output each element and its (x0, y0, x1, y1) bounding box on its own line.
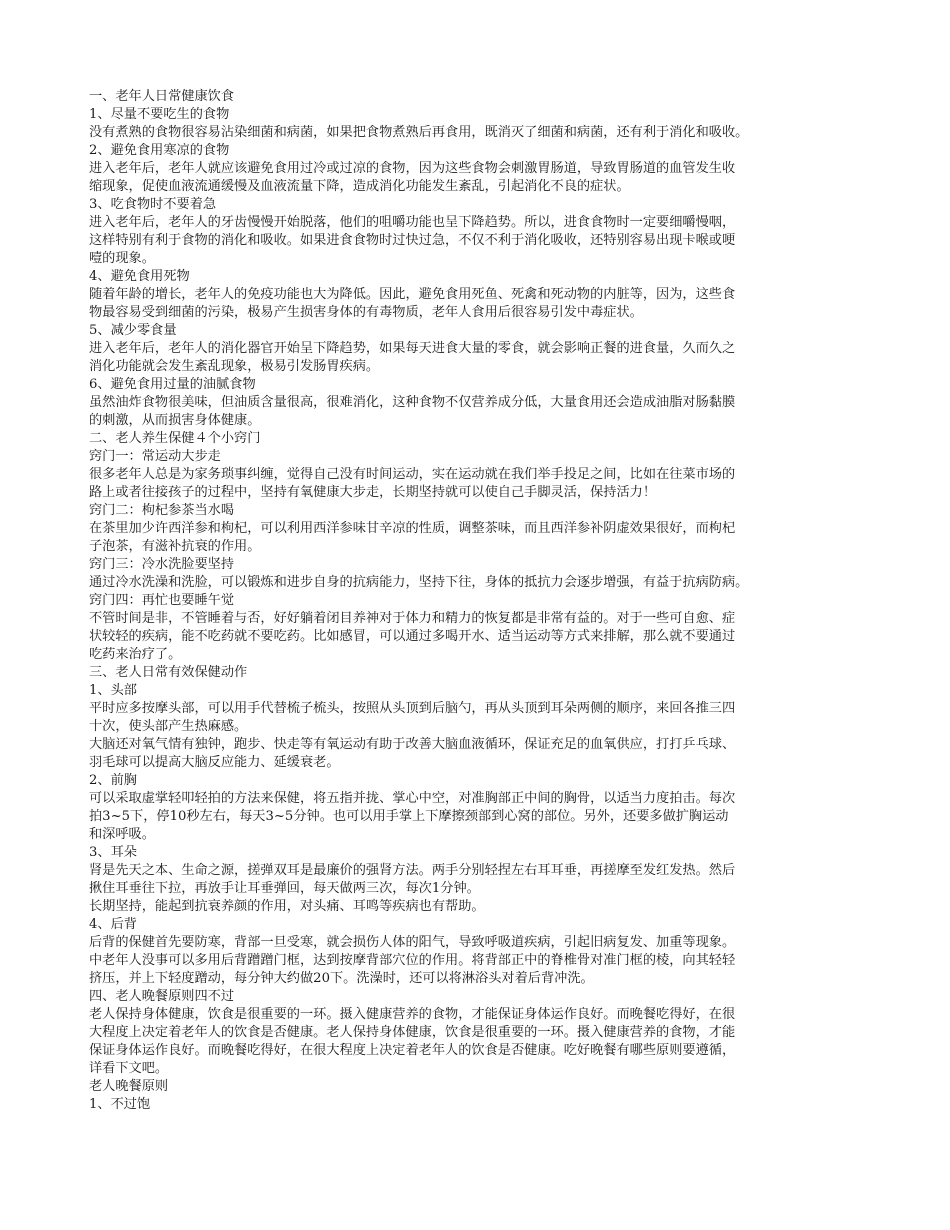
paragraph: 大脑还对氧气情有独钟，跑步、快走等有氧运动有助于改善大脑血液循环，保证充足的血氧供应，打打乒乓球、 羽毛球可以提高大脑反应能力、延缓衰老。 (89, 737, 736, 770)
paragraph: 进入老年后，老年人的牙齿慢慢开始脱落，他们的咀嚼功能也呈下降趋势。所以，进食食物时一定要细嚼慢咽， 这样特别有利于食物的消化和吸收。如果进食食物时过快过急，不仅不利于消化吸收，还特别容易出现卡喉或哽 噎的现象。 (89, 215, 736, 266)
subheading: 3、吃食物时不要着急 (89, 197, 217, 212)
paragraph: 进入老年后，老年人的消化器官开始呈下降趋势，如果每天进食大量的零食，就会影响正餐的进食量，久而久之 消化功能就会发生紊乱现象，极易引发肠胃疾病。 (89, 341, 736, 374)
paragraph: 平时应多按摩头部，可以用手代替梳子梳头，按照从头顶到后脑勺，再从头顶到耳朵两侧的顺序，来回各推三四 十次，使头部产生热麻感。 (89, 701, 736, 734)
paragraph: 长期坚持，能起到抗衰养颜的作用，对头痛、耳鸣等疾病也有帮助。 (89, 899, 485, 914)
paragraph: 进入老年后，老年人就应该避免食用过冷或过凉的食物，因为这些食物会刺激胃肠道，导致胃肠道的血管发生收 缩现象，促使血液流通缓慢及血液流量下降，造成消化功能发生紊乱，引起消化不良的症状。 (89, 161, 736, 194)
subheading: 窍门二：枸杞参茶当水喝 (89, 503, 235, 518)
subheading: 3、耳朵 (89, 845, 137, 860)
paragraph: 随着年龄的增长，老年人的免疫功能也大为降低。因此，避免食用死鱼、死禽和死动物的内脏等，因为，这些食 物最容易受到细菌的污染，极易产生损害身体的有毒物质，老年人食用后很容易引发中毒症状。 (89, 287, 736, 320)
paragraph: 通过冷水洗澡和洗脸，可以锻炼和进步自身的抗病能力，坚持下往，身体的抵抗力会逐步增强，有益于抗病防病。 (89, 575, 749, 590)
subheading: 1、头部 (89, 683, 137, 698)
subheading: 1、尽量不要吃生的食物 (89, 107, 230, 122)
subheading: 窍门三：冷水洗脸要坚持 (89, 557, 235, 572)
section-heading-exercises: 三、老人日常有效保健动作 (89, 665, 248, 680)
section-heading-diet: 一、老年人日常健康饮食 (89, 89, 235, 104)
document-body (89, 88, 863, 1114)
subheading: 老人晚餐原则 (89, 1079, 169, 1094)
paragraph: 没有煮熟的食物很容易沾染细菌和病菌，如果把食物煮熟后再食用，既消灭了细菌和病菌，还有利于消化和吸收。 (89, 125, 749, 140)
paragraph: 不管时间是非，不管睡着与否，好好躺着闭目养神对于体力和精力的恢复都是非常有益的。对于一些可自愈、症 状较轻的疾病，能不吃药就不要吃药。比如感冒，可以通过多喝开水、适当运动等方式来排解，那么就不要通过 吃药来治疗了。 (89, 611, 736, 662)
subheading: 6、避免食用过量的油腻食物 (89, 377, 256, 392)
paragraph: 可以采取虚掌轻叩轻拍的方法来保健，将五指并拢、掌心中空，对准胸部正中间的胸骨，以适当力度拍击。每次 拍3~5下，停10秒左右，每天3~5分钟。也可以用手掌上下摩擦颈部到心窝的部位。另外，还要多做扩胸运动 和深呼吸。 (89, 791, 736, 842)
subheading: 2、前胸 (89, 773, 137, 788)
subheading: 4、避免食用死物 (89, 269, 190, 284)
section-heading-dinner: 四、老人晚餐原则四不过 (89, 989, 235, 1004)
paragraph: 肾是先天之本、生命之源，搓弹双耳是最廉价的强肾方法。两手分别轻捏左右耳耳垂，再搓摩至发红发热。然后 揪住耳垂往下拉，再放手让耳垂弹回，每天做两三次，每次1分钟。 (89, 863, 736, 896)
paragraph: 后背的保健首先要防寒，背部一旦受寒，就会损伤人体的阳气，导致呼吸道疾病，引起旧病复发、加重等现象。 中老年人没事可以多用后背蹭蹭门框，达到按摩背部穴位的作用。将背部正中的脊椎骨对准门框的棱，向其轻轻 挤压，并上下轻度蹭动，每分钟大约做20下。洗澡时，还可以将淋浴头对着后背冲洗。 (89, 935, 736, 986)
subheading: 窍门四：再忙也要睡午觉 (89, 593, 235, 608)
subheading: 窍门一：常运动大步走 (89, 449, 221, 464)
paragraph: 在茶里加少许西洋参和枸杞，可以利用西洋参味甘辛凉的性质，调整茶味，而且西洋参补阴虚效果很好，而枸杞 子泡茶，有滋补抗衰的作用。 (89, 521, 736, 554)
subheading: 2、避免食用寒凉的食物 (89, 143, 230, 158)
subheading: 4、后背 (89, 917, 137, 932)
paragraph: 虽然油炸食物很美味，但油质含量很高，很难消化，这种食物不仅营养成分低，大量食用还会造成油脂对肠黏膜 的刺激，从而损害身体健康。 (89, 395, 736, 428)
subheading: 1、不过饱 (89, 1097, 151, 1112)
paragraph: 很多老年人总是为家务琐事纠缠，觉得自己没有时间运动，实在运动就在我们举手投足之间，比如在往菜市场的 路上或者往接孩子的过程中，坚持有氧健康大步走，长期坚持就可以使自己手脚灵活，保持活力！ (89, 467, 736, 500)
section-heading-tips: 二、老人养生保健４个小窍门 (89, 431, 261, 446)
subheading: 5、减少零食量 (89, 323, 177, 338)
paragraph: 老人保持身体健康，饮食是很重要的一环。摄入健康营养的食物，才能保证身体运作良好。而晚餐吃得好，在很 大程度上决定着老年人的饮食是否健康。老人保持身体健康，饮食是很重要的一环。摄入健康营养的食物，才能 保证身体运作良好。而晚餐吃得好，在很大程度上决定着老年人的饮食是否健康。吃好晚餐有哪些原则要遵循， 详看下文吧。 (89, 1007, 736, 1076)
